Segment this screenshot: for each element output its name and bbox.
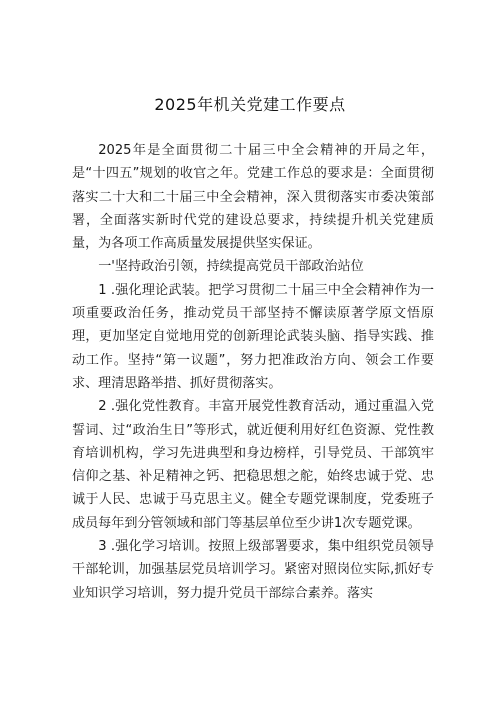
document-body: [72, 139, 434, 605]
intro-paragraph: 2025年是全面贯彻二十届三中全会精神的开局之年，是“十四五”规划的收官之年。党建工作总的要求是：全面贯彻落实二十大和二十届三中全会精神，深入贯彻落实市委决策部署，全面落实新时代党的建设总要求，持续提升机关党建质量，为各项工作高质量发展提供坚实保证。: [72, 143, 434, 252]
list-item: 2 .强化党性教育。丰富开展党性教育活动，通过重温入党誓词、过“政治生日”等形式，就近便利用好红色资源、党性教育培训机构，学习先进典型和身边榜样，引导党员、干部筑牢信仰之基、补足精神之钙、把稳思想之舵，始终忠诚于党、忠诚于人民、忠诚于马克思主义。健全专题党课制度，党委班子成员每年到分管领域和部门等基层单位至少讲1次专题党课。: [72, 399, 434, 531]
list-item: 1 .强化理论武装。把学习贯彻二十届三中全会精神作为一项重要政治任务，推动党员干部坚持不懈读原著学原文悟原理，更加坚定自觉地用党的创新理论武装头脑、指导实践、推动工作。坚持“第一议题”，努力把准政治方向、领会工作要求、理清思路举措、抓好贯彻落实。: [72, 282, 434, 391]
page-title: 2025年机关党建工作要点: [154, 95, 346, 114]
section-heading: 一'坚持政治引领，持续提高党员干部政治站位: [98, 259, 364, 275]
list-item: 3 .强化学习培训。按照上级部署要求，集中组织党员领导干部轮训，加强基层党员培训学习。紧密对照岗位实际,抓好专业知识学习培训，努力提升党员干部综合素养。落实: [72, 539, 434, 601]
